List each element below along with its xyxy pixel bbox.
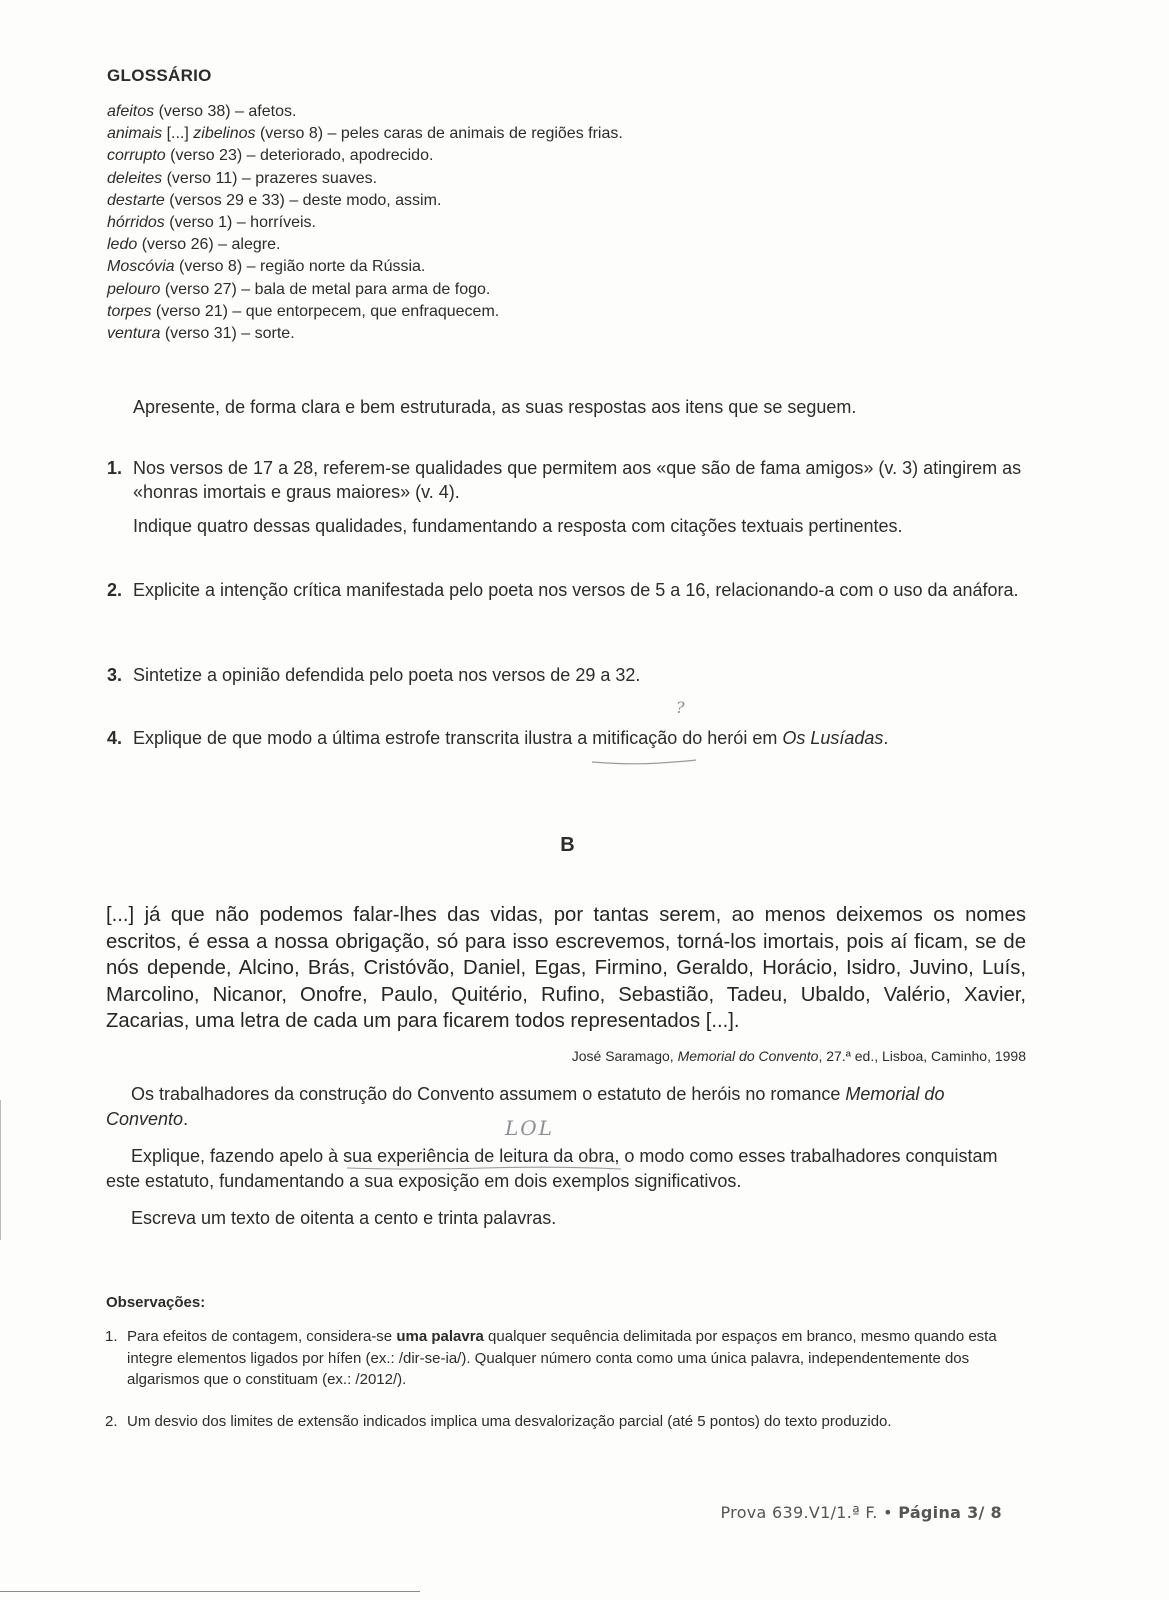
glossary-term: destarte (107, 191, 165, 209)
question-text: Explique de que modo a última estrofe transcrita ilustra a mitificação do herói em Os Lusíadas. (133, 728, 889, 748)
glossary-term: ventura (107, 325, 161, 343)
observation-number: 1. (105, 1328, 118, 1345)
exam-code: Prova 639.V1/1.ª F. (720, 1503, 878, 1522)
question-subtext: Indique quatro dessas qualidades, fundamentando a resposta com citações textuais pertinentes. (133, 516, 903, 536)
observation-1: 1. Para efeitos de contagem, considera-se uma palavra qualquer sequência delimitada por espaços em branco, mesmo quando esta integre elementos ligados por hífen (ex.: /dir-se-ia/). Qualquer número conta como uma única palavra, independentemente dos algarismos que o constituam (ex.: /2012/). (105, 1328, 997, 1388)
glossary-entry (107, 212, 807, 234)
novel-title: Memorial do Convento (106, 1084, 945, 1129)
glossary-term: torpes (107, 302, 152, 320)
glossary-term: zibelinos (193, 125, 256, 143)
glossary-definition: (versos 29 e 33) – deste modo, assim. (164, 191, 442, 209)
glossary-definition: (verso 38) – afetos. (154, 103, 297, 120)
glossary-definition: (verso 1) – horríveis. (164, 214, 316, 232)
pencil-underline (345, 1163, 625, 1173)
glossary-entry (107, 145, 807, 167)
glossary-definition: (verso 8) – peles caras de animais de regiões frias. (255, 125, 623, 143)
question-text: Sintetize a opinião defendida pelo poeta nos versos de 29 a 32. (133, 665, 641, 685)
scan-edge (0, 1591, 420, 1592)
glossary-entry (107, 234, 807, 256)
section-b-heading: B (560, 834, 575, 856)
question-number: 4. (107, 728, 123, 748)
glossary-term: ledo (107, 236, 138, 254)
glossary-term: Moscóvia (107, 258, 175, 276)
glossary-entry (107, 123, 807, 145)
glossary-term: afeitos (107, 103, 155, 120)
glossary-term: deleites (107, 169, 163, 187)
question-2 (107, 578, 1025, 602)
pencil-underline (590, 756, 700, 768)
glossary-term: hórridos (107, 214, 165, 232)
glossary-entry (107, 101, 807, 123)
glossary-definition: (verso 8) – região norte da Rússia. (174, 258, 426, 276)
glossary-term: corrupto (107, 147, 166, 165)
glossary-entry (107, 323, 807, 345)
quote-text: [...] já que não podemos falar-lhes das vidas, por tantas serem, ao menos deixemos os nomes escritos, é essa a nossa obrigação, só para isso escrevemos, torná-los imortais, pois aí ficam, se de nós depende, Alcino, Brás, Cristóvão, Daniel, Egas, Firmino, Geraldo, Horácio, Isidro, Juvino, Luís, Marcolino, Nicanor, Onofre, Paulo, Quitério, Rufino, Sebastião, Tadeu, Ubaldo, Valério, Xavier, Zacarias, uma letra de cada um para ficarem todos representados [...]. (106, 904, 1026, 1032)
glossary-definition: (verso 23) – deteriorado, apodrecido. (165, 147, 434, 165)
glossary-entry (107, 168, 807, 190)
observations-title: Observações: (106, 1294, 206, 1311)
question-text: Explicite a intenção crítica manifestada pelo poeta nos versos de 5 a 16, relacionando-a com o uso da anáfora. (133, 580, 1019, 600)
instructions: Apresente, de forma clara e bem estruturada, as suas respostas aos itens que se seguem. (133, 397, 857, 417)
question-number: 1. (107, 458, 123, 478)
pencil-note: LOL (505, 1116, 554, 1140)
glossary-title: GLOSSÁRIO (107, 66, 212, 85)
question-1 (107, 456, 1025, 538)
glossary-entry (107, 279, 807, 301)
glossary-definition: (verso 26) – alegre. (137, 236, 281, 254)
glossary-entry (107, 256, 807, 278)
pencil-question-mark: ? (676, 698, 685, 717)
glossary-entry (107, 301, 807, 323)
page-footer: Prova 639.V1/1.ª F. • Página 3/ 8 (720, 1503, 1002, 1522)
glossary-term: animais (107, 125, 163, 143)
citation-title: Memorial do Convento (677, 1048, 819, 1064)
glossary-list (107, 101, 807, 345)
observation-2: 2. Um desvio dos limites de extensão indicados implica uma desvalorização parcial (até 5 pontos) do texto produzido. (127, 1411, 1007, 1433)
emphasis: uma palavra (396, 1328, 484, 1345)
work-title: Os Lusíadas (782, 728, 884, 748)
question-number: 3. (107, 665, 123, 685)
task-context: Os trabalhadores da construção do Convento assumem o estatuto de heróis no romance Memorial do Convento. (106, 1084, 945, 1129)
question-text: Nos versos de 17 a 28, referem-se qualidades que permitem aos «que são de fama amigos» (v. 3) atingirem as «honras imortais e graus maiores» (v. 4). (133, 458, 1022, 502)
glossary-definition: (verso 31) – sorte. (160, 325, 295, 343)
glossary-definition: (verso 11) – prazeres suaves. (162, 169, 378, 187)
glossary-ellipsis: [...] (162, 125, 194, 143)
task-length: Escreva um texto de oitenta a cento e trinta palavras. (131, 1208, 557, 1228)
citation: José Saramago, Memorial do Convento, 27.ª ed., Lisboa, Caminho, 1998 (571, 1048, 1026, 1064)
task-instruction: Explique, fazendo apelo à sua experiência de leitura da obra, o modo como esses trabalhadores conquistam este estatuto, fundamentando a sua exposição em dois exemplos significativos. (106, 1146, 998, 1191)
page-number: Página 3/ 8 (898, 1503, 1002, 1522)
question-4 (107, 726, 1025, 750)
glossary-definition: (verso 27) – bala de metal para arma de fogo. (160, 280, 491, 298)
observation-number: 2. (105, 1413, 118, 1430)
scan-edge (0, 1100, 1, 1240)
question-number: 2. (107, 580, 123, 600)
glossary-entry (107, 190, 807, 212)
question-3 (107, 663, 1025, 687)
glossary-definition: (verso 21) – que entorpecem, que enfraquecem. (151, 302, 500, 320)
glossary-term: pelouro (107, 280, 161, 298)
